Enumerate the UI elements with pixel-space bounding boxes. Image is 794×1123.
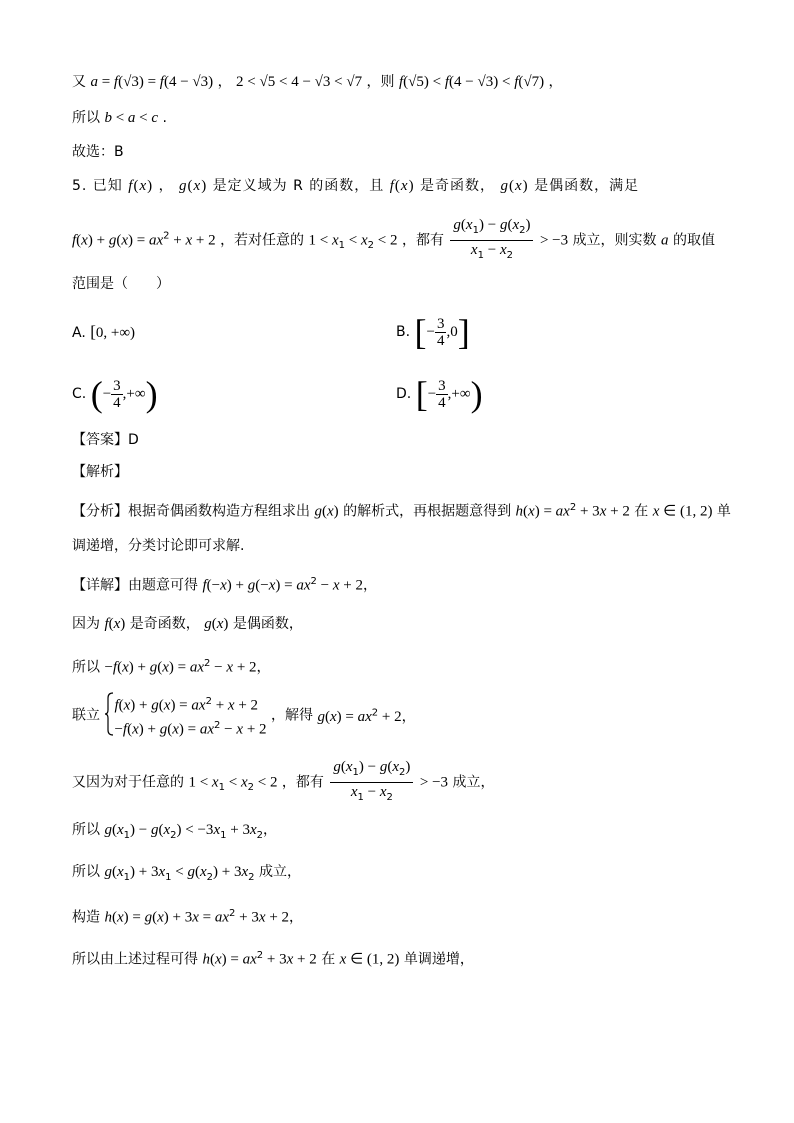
option-label: B. [396, 324, 411, 340]
line-conclusion: 所以 b < a < c . [72, 110, 167, 126]
text: 成立， [259, 864, 301, 880]
text: 所以 [72, 659, 100, 676]
option-a[interactable]: A. [0, +∞) [72, 322, 136, 341]
analysis-line-2: 调递增，分类讨论即可求解. [72, 538, 245, 554]
text: ， [217, 74, 232, 90]
text: 是奇函数， [420, 178, 496, 194]
text: 的解析式，再根据题意得到 [343, 503, 512, 520]
text: 成立， [452, 774, 495, 791]
text: 单调递增， [403, 951, 474, 968]
line-choice: 故选：B [72, 144, 124, 160]
text: 所以 [72, 110, 100, 126]
text: 构造 [72, 909, 100, 926]
option-d[interactable]: D. [− $\frac{3}{4}$ ,+∞) [396, 374, 483, 414]
text: 所以 [72, 822, 100, 838]
detail-line-3: 所以 $-f(x) + g(x) = ax^2 - x + 2$， [72, 658, 271, 676]
text: 因为 [72, 616, 100, 632]
option-c[interactable]: C. (− $\frac{3}{4}$ ,+∞) [72, 374, 158, 414]
detail-line-6: 所以 $g(x_1) - g(x_2) < -3x_1 + 3x_2$， [72, 822, 277, 841]
detail-line-4: 联立 $f(x) + g(x) = ax^2 + x + 2$ $-f(x) + g(x) = ax^2 - x + 2$ ，解得 $g(x) = ax^2 + 2$， [72, 692, 416, 739]
analysis-line-1: 【分析】根据奇偶函数构造方程组求出 g(x) 的解析式，再根据题意得到 $h(x) = ax^2 + 3x + 2$ 在 x ∈ (1, 2) 单 [72, 502, 731, 520]
text: ，则 [366, 74, 395, 90]
fraction: $\frac{g(x_1) - g(x_2)}{x_1 - x_2}$ [450, 216, 533, 265]
text: ， [158, 178, 174, 194]
detail-line-9: 所以由上述过程可得 $h(x) = ax^2 + 3x + 2$ 在 x ∈ (1, 2) 单调递增， [72, 950, 474, 968]
text: ，都有 [401, 232, 444, 249]
section-tag: 【分析】 [72, 503, 128, 520]
detail-line-1: 【详解】由题意可得 $f(-x) + g(-x) = ax^2 - x + 2$， [72, 576, 377, 594]
text: 所以由上述过程可得 [72, 951, 198, 968]
text: . [162, 110, 167, 126]
question-5-line-3: 范围是（ ） [72, 276, 170, 292]
fraction: $\frac{g(x_1) - g(x_2)}{x_1 - x_2}$ [330, 758, 413, 807]
text: 又 [72, 74, 86, 90]
option-b[interactable]: B. [− $\frac{3}{4}$ ,0] [396, 312, 470, 352]
text: 联立 [72, 707, 100, 724]
option-label: C. [72, 386, 87, 402]
text: 是定义域为 R 的函数，且 [212, 178, 385, 194]
text: 是偶函数， [232, 616, 303, 632]
text: ，若对任意的 [220, 232, 305, 249]
text: 又因为对于任意的 [72, 774, 184, 791]
text: ， [548, 74, 563, 90]
answer-value: D [128, 432, 139, 448]
detail-line-7: 所以 $g(x_1) + 3x_1 < g(x_2) + 3x_2$ 成立， [72, 864, 301, 883]
detail-line-2: 因为 f(x) 是奇函数， g(x) 是偶函数， [72, 616, 303, 632]
line-compare: 又 a = f(√3) = f(4 − √3) ， 2 < √5 < 4 − √3 < √7 ，则 f(√5) < f(4 − √3) < f(√7) ， [72, 74, 563, 90]
text: 由题意可得 [128, 577, 198, 594]
option-label: A. [72, 325, 86, 341]
text: 在 [321, 951, 336, 968]
detail-line-8: 构造 $h(x) = g(x) + 3x = ax^2 + 3x + 2$， [72, 908, 304, 926]
section-tag: 【详解】 [72, 577, 128, 594]
analysis-tag: 【解析】 [72, 464, 128, 480]
text: 所以 [72, 864, 100, 880]
text: ，解得 [270, 707, 313, 724]
question-5-line-2: $f(x) + g(x) = ax^2 + x + 2$ ，若对任意的 $1 < x_1 < x_2 < 2$ ，都有 $\frac{g(x_1) - g(x_2)}{x_1 - x_2}$ > −3 成立，则实数 a 的取值 [72, 216, 715, 265]
brace-icon [104, 692, 114, 736]
option-label: D. [396, 386, 412, 402]
detail-line-5: 又因为对于任意的 $1 < x_1 < x_2 < 2$ ，都有 $\frac{g(x_1) - g(x_2)}{x_1 - x_2}$ > −3 成立， [72, 758, 495, 807]
question-number: 5. 已知 [72, 178, 123, 194]
text: 是奇函数， [129, 616, 200, 632]
answer-tag: 【答案】 [72, 432, 128, 448]
text: 成立，则实数 [572, 232, 657, 249]
text: 的取值 [672, 232, 715, 249]
text: 根据奇偶函数构造方程组求出 [128, 503, 310, 520]
text: 单 [716, 503, 731, 520]
text: 在 [634, 503, 649, 520]
text: ，都有 [281, 774, 324, 791]
equation-system: $f(x) + g(x) = ax^2 + x + 2$ $-f(x) + g(x) = ax^2 - x + 2$ [104, 692, 266, 739]
question-5-line-1: 5. 已知 f(x) ， g(x) 是定义域为 R 的函数，且 f(x) 是奇函数， g(x) 是偶函数，满足 [72, 178, 640, 194]
text: 是偶函数，满足 [534, 178, 640, 194]
answer-line [72, 430, 139, 450]
